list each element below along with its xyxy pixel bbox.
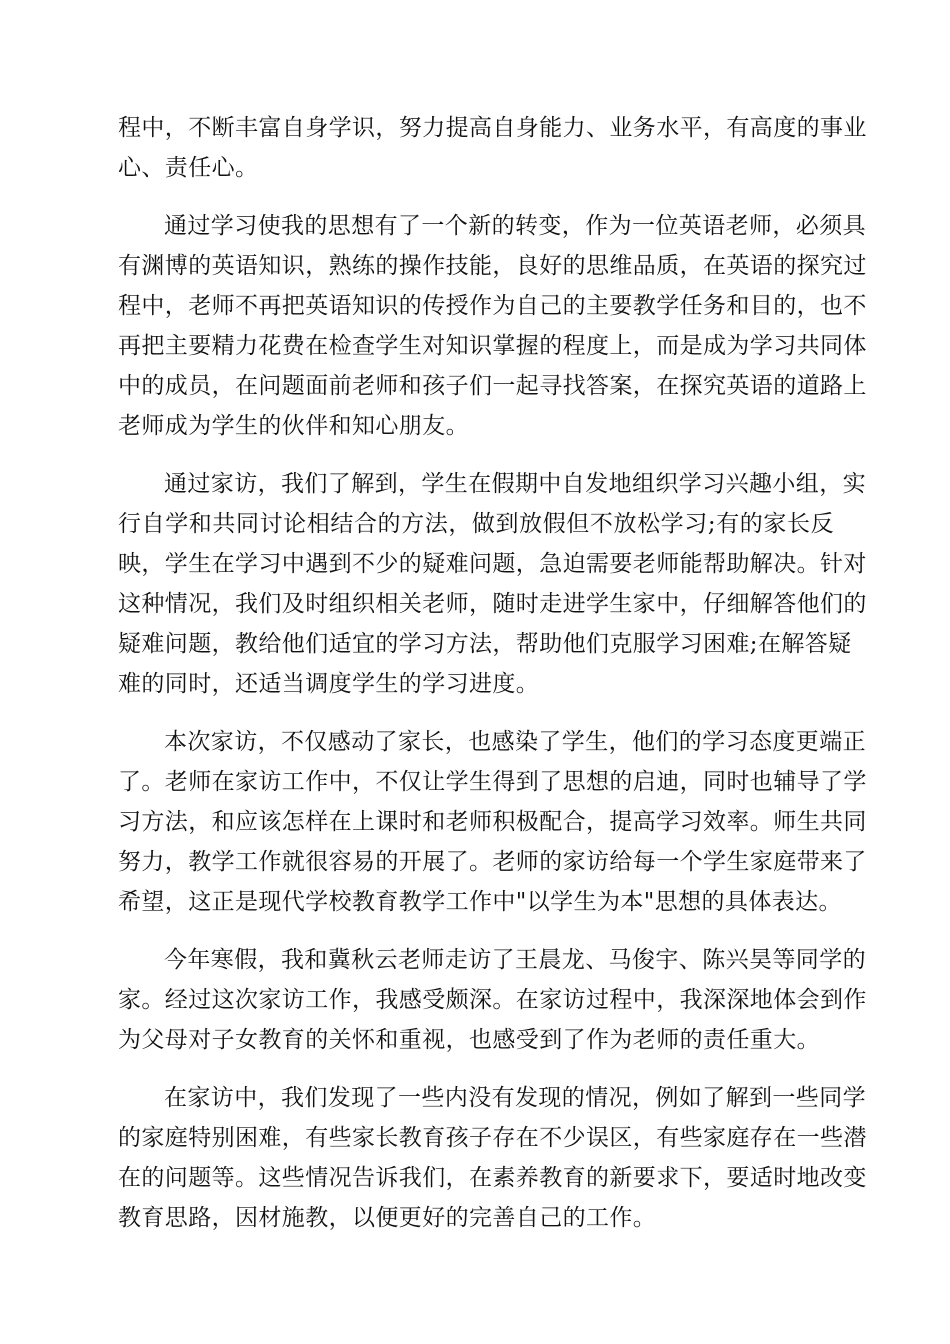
text-line: 本次家访，不仅感动了家长，也感染了学生，他们的学习态度更端正 <box>164 729 866 755</box>
text-line: 在的问题等。这些情况告诉我们，在素养教育的新要求下，要适时地改变 <box>118 1165 867 1191</box>
text-line: 了。老师在家访工作中，不仅让学生得到了思想的启迪，同时也辅导了学 <box>118 769 867 795</box>
paragraph-6 <box>118 1078 867 1238</box>
text-line: 在家访中，我们发现了一些内没有发现的情况，例如了解到一些同学 <box>164 1085 866 1111</box>
paragraph-4 <box>118 722 867 922</box>
paragraph-3 <box>118 464 867 704</box>
text-line: 通过家访，我们了解到，学生在假期中自发地组织学习兴趣小组，实 <box>164 471 866 497</box>
text-line: 再把主要精力花费在检查学生对知识掌握的程度上，而是成为学习共同体 <box>118 333 867 359</box>
text-line: 疑难问题，教给他们适宜的学习方法，帮助他们克服学习困难;在解答疑 <box>118 631 852 657</box>
text-line: 心、责任心。 <box>118 155 259 181</box>
paragraph-2 <box>118 206 867 446</box>
text-line: 程中，老师不再把英语知识的传授作为自己的主要教学任务和目的，也不 <box>118 293 867 319</box>
text-line: 行自学和共同讨论相结合的方法，做到放假但不放松学习;有的家长反 <box>118 511 834 537</box>
text-line: 为父母对子女教育的关怀和重视，也感受到了作为老师的责任重大。 <box>118 1027 820 1053</box>
paragraph-1 <box>118 108 867 188</box>
text-line: 的家庭特别困难，有些家长教育孩子存在不少误区，有些家庭存在一些潜 <box>118 1125 867 1151</box>
document-body <box>118 108 867 1256</box>
text-line: 程中，不断丰富自身学识，努力提高自身能力、业务水平，有高度的事业 <box>118 115 867 141</box>
text-line: 教育思路，因材施教，以便更好的完善自己的工作。 <box>118 1205 657 1231</box>
text-line: 这种情况，我们及时组织相关老师，随时走进学生家中，仔细解答他们的 <box>118 591 867 617</box>
text-line: 通过学习使我的思想有了一个新的转变，作为一位英语老师，必须具 <box>164 213 866 239</box>
text-line: 努力，教学工作就很容易的开展了。老师的家访给每一个学生家庭带来了 <box>118 849 867 875</box>
text-line: 今年寒假，我和冀秋云老师走访了王晨龙、马俊宇、陈兴昊等同学的 <box>164 947 866 973</box>
text-line: 难的同时，还适当调度学生的学习进度。 <box>118 671 540 697</box>
text-line: 家。经过这次家访工作，我感受颇深。在家访过程中，我深深地体会到作 <box>118 987 867 1013</box>
text-line: 老师成为学生的伙伴和知心朋友。 <box>118 413 469 439</box>
text-line: 习方法，和应该怎样在上课时和老师积极配合，提高学习效率。师生共同 <box>118 809 867 835</box>
paragraph-5 <box>118 940 867 1060</box>
text-line: 中的成员，在问题面前老师和孩子们一起寻找答案，在探究英语的道路上 <box>118 373 867 399</box>
text-line: 映，学生在学习中遇到不少的疑难问题，急迫需要老师能帮助解决。针对 <box>118 551 867 577</box>
text-line: 希望，这正是现代学校教育教学工作中"以学生为本"思想的具体表达。 <box>118 889 842 915</box>
text-line: 有渊博的英语知识，熟练的操作技能，良好的思维品质，在英语的探究过 <box>118 253 867 279</box>
